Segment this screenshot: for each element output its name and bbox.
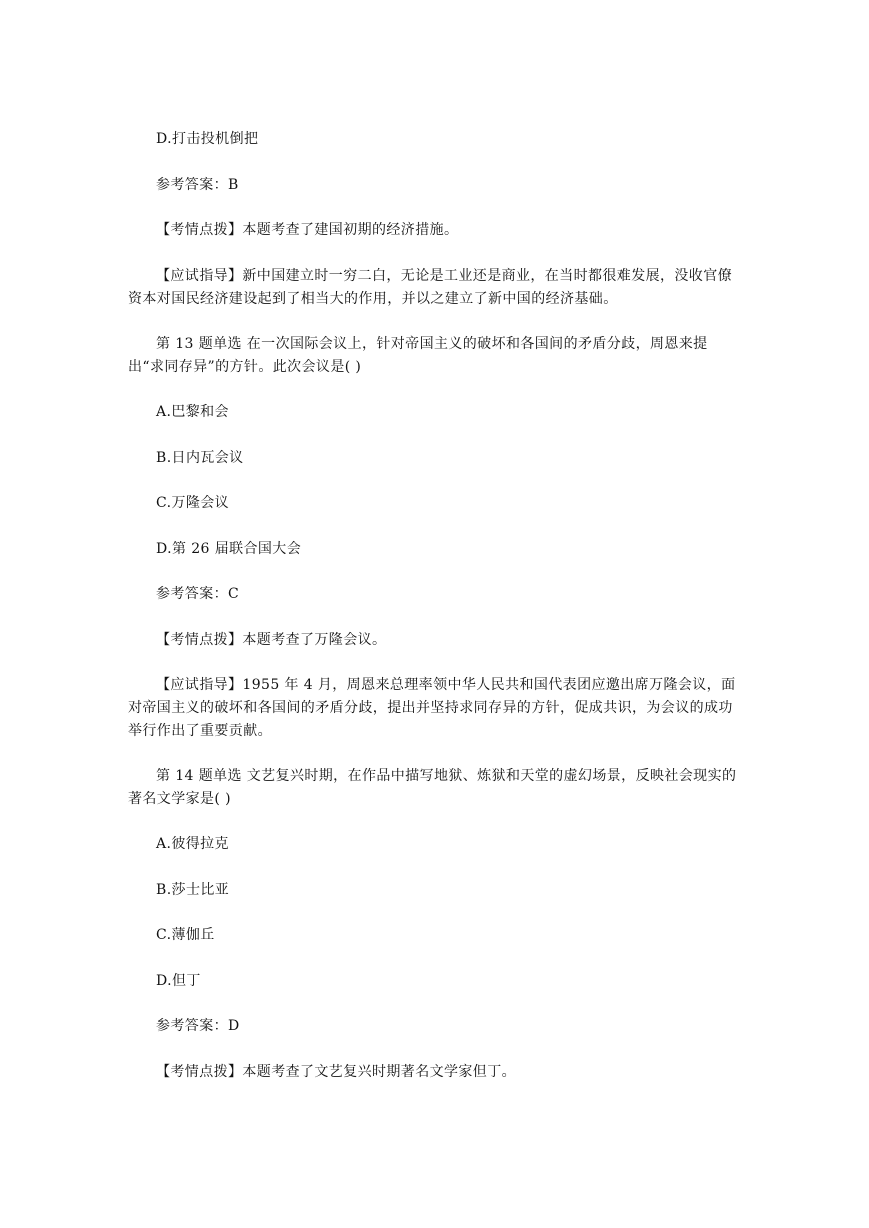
answer-q13: 参考答案：C xyxy=(156,586,240,602)
guidance-q13: 【应试指导】1955 年 4 月，周恩来总理率领中华人民共和国代表团应邀出席万隆会议，面对帝国主义的破坏和各国间的矛盾分歧，提出并坚持求同存异的方针，促成共识，为会议的成功举行作出了重要贡献。 xyxy=(128,677,736,739)
option-d-q12: D.打击投机倒把 xyxy=(156,131,259,147)
option-c-q13: C.万隆会议 xyxy=(156,495,230,511)
option-b-q13: B.日内瓦会议 xyxy=(156,450,244,466)
option-a-q13: A.巴黎和会 xyxy=(156,404,229,420)
answer-q12: 参考答案：B xyxy=(156,177,239,193)
option-d-q13: D.第 26 届联合国大会 xyxy=(156,541,302,557)
guidance-q12: 【应试指导】新中国建立时一穷二白，无论是工业还是商业，在当时都很难发展，没收官僚资本对国民经济建设起到了相当大的作用，并以之建立了新中国的经济基础。 xyxy=(128,268,732,307)
option-d-q14: D.但丁 xyxy=(156,973,201,989)
analysis-q14: 【考情点拨】本题考查了文艺复兴时期著名文学家但丁。 xyxy=(156,1064,516,1080)
option-b-q14: B.莎士比亚 xyxy=(156,882,230,898)
analysis-q13: 【考情点拨】本题考查了万隆会议。 xyxy=(156,632,387,648)
option-c-q14: C.薄伽丘 xyxy=(156,927,215,943)
analysis-q12: 【考情点拨】本题考查了建国初期的经济措施。 xyxy=(156,222,459,238)
option-a-q14: A.彼得拉克 xyxy=(156,836,229,852)
question-13: 第 13 题单选 在一次国际会议上，针对帝国主义的破坏和各国间的矛盾分歧，周恩来提出“求同存异”的方针。此次会议是( ) xyxy=(128,336,708,375)
question-14: 第 14 题单选 文艺复兴时期，在作品中描写地狱、炼狱和天堂的虚幻场景，反映社会现实的著名文学家是( ) xyxy=(128,768,737,807)
answer-q14: 参考答案：D xyxy=(156,1018,240,1034)
